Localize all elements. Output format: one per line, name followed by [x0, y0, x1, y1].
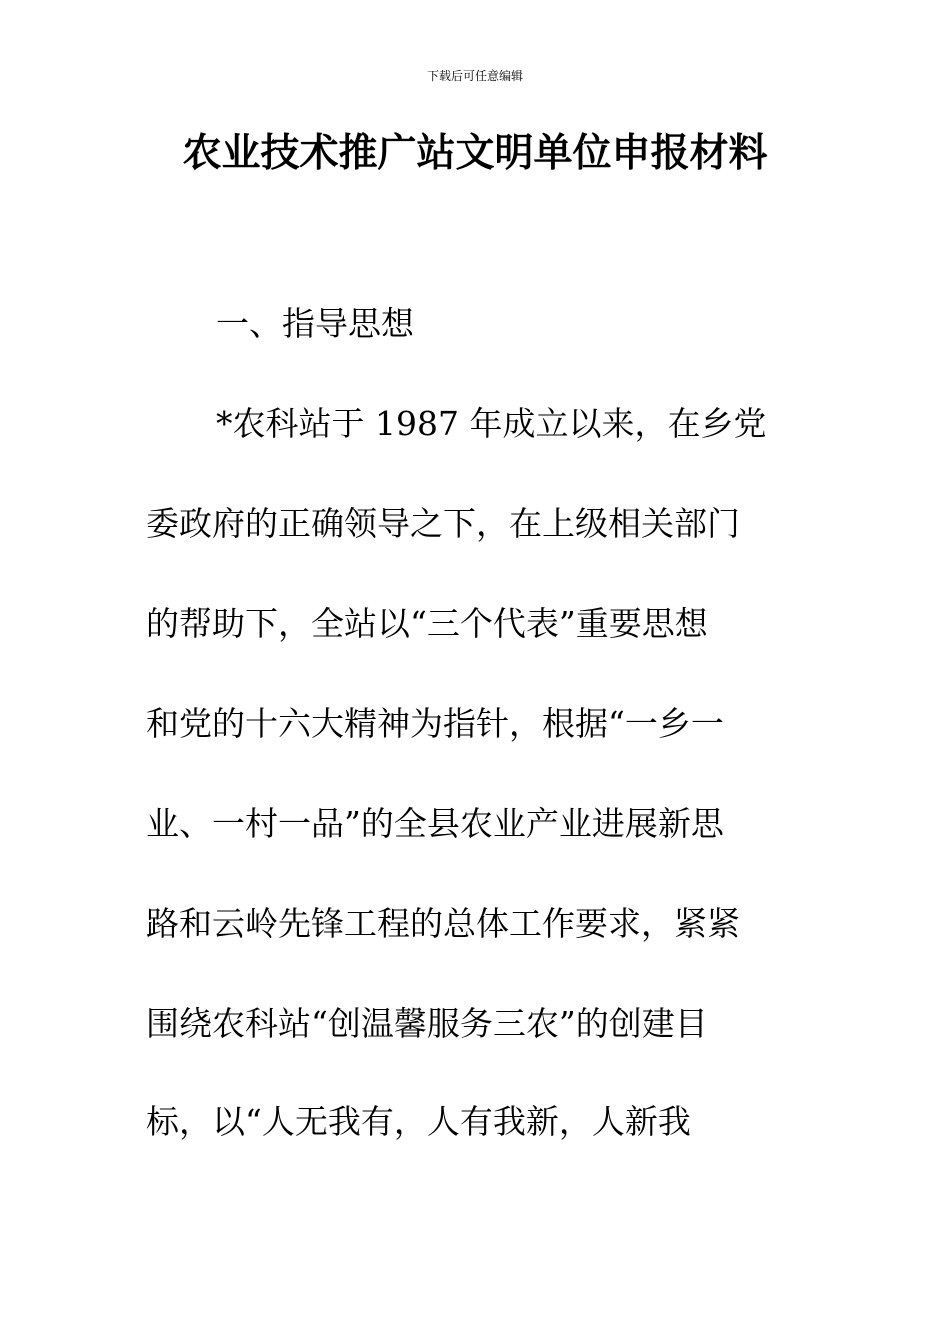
paragraph-line: 路和云岭先锋工程的总体工作要求，紧紧 — [146, 904, 740, 943]
paragraph-line: 围绕农科站“创温馨服务三农”的创建目 — [146, 1004, 708, 1043]
paragraph-line: 和党的十六大精神为指针，根据“一乡一 — [146, 704, 724, 743]
section-heading: 一、指导思想 — [216, 304, 414, 343]
paragraph-line: 标，以“人无我有，人有我新，人新我 — [146, 1102, 691, 1141]
paragraph-line: 的帮助下，全站以“三个代表”重要思想 — [146, 604, 708, 643]
paragraph-line: 业、一村一品”的全县农业产业进展新思 — [146, 804, 724, 843]
header-note: 下载后可任意编辑 — [426, 69, 523, 83]
paragraph-line: *农科站于 1987 年成立以来，在乡党 — [216, 404, 767, 443]
document-title: 农业技术推广站文明单位申报材料 — [182, 131, 768, 176]
paragraph-line: 委政府的正确领导之下，在上级相关部门 — [146, 504, 740, 543]
